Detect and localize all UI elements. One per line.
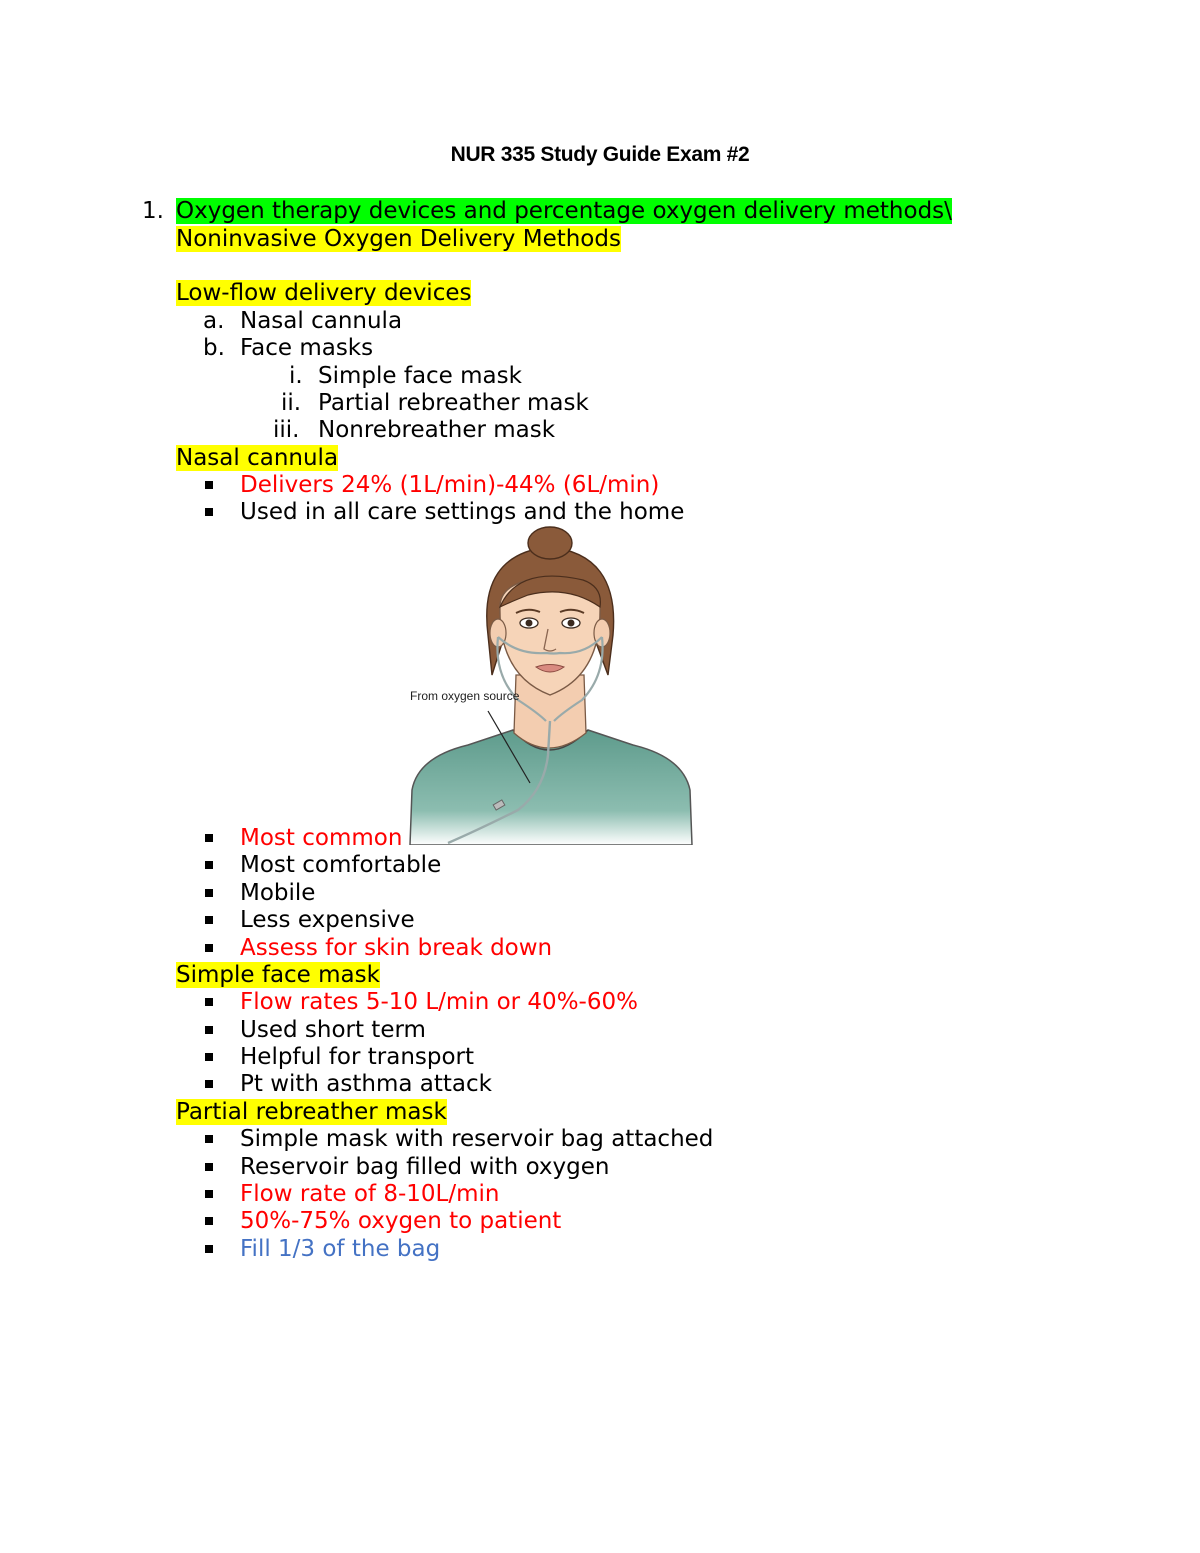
list-marker: ii. [281, 390, 302, 416]
partial-rebreather-heading [176, 1099, 447, 1126]
list-number: 1. [142, 198, 164, 224]
nasal-cannula-heading [176, 445, 338, 472]
low-flow-heading-text: Low-flow delivery devices [176, 280, 472, 306]
bullet-text: Fill 1/3 of the bag [240, 1236, 441, 1262]
list-item: Nasal cannula [240, 308, 403, 334]
bullet-text: Pt with asthma attack [240, 1071, 492, 1097]
bullet-text: Assess for skin break down [240, 935, 553, 961]
bullet-icon [205, 944, 213, 952]
bullet-icon [205, 1053, 213, 1061]
partial-rebreather-heading-text: Partial rebreather mask [176, 1099, 447, 1125]
bullet-icon [205, 916, 213, 924]
bullet-text: Simple mask with reservoir bag attached [240, 1126, 714, 1152]
bullet-text: Used in all care settings and the home [240, 499, 685, 525]
simple-face-mask-heading-text: Simple face mask [176, 962, 380, 988]
bullet-text: Delivers 24% (1L/min)-44% (6L/min) [240, 472, 660, 498]
document-title: NUR 335 Study Guide Exam #2 [450, 143, 750, 166]
bullet-icon [205, 508, 213, 516]
list-item: Partial rebreather mask [318, 390, 589, 416]
bullet-icon [205, 1190, 213, 1198]
bullet-text: Most comfortable [240, 852, 442, 878]
bullet-text: Most common [240, 825, 403, 851]
figure-label: From oxygen source [410, 689, 520, 703]
subheading [176, 226, 621, 253]
bullet-icon [205, 1080, 213, 1088]
list-item: Face masks [240, 335, 374, 361]
bullet-icon [205, 889, 213, 897]
bullet-text: Less expensive [240, 907, 415, 933]
list-marker: iii. [273, 417, 300, 443]
bullet-icon [205, 861, 213, 869]
list-marker: i. [289, 363, 303, 389]
bullet-icon [205, 481, 213, 489]
section-heading [176, 198, 952, 225]
list-marker: b. [203, 335, 225, 361]
bullet-text: Flow rate of 8-10L/min [240, 1181, 500, 1207]
subheading-text: Noninvasive Oxygen Delivery Methods [176, 226, 621, 252]
simple-face-mask-heading [176, 962, 380, 989]
bullet-text: Helpful for transport [240, 1044, 475, 1070]
bullet-text: Reservoir bag filled with oxygen [240, 1154, 610, 1180]
bullet-text: Flow rates 5-10 L/min or 40%-60% [240, 989, 638, 1015]
bullet-icon [205, 998, 213, 1006]
bullet-icon [205, 1026, 213, 1034]
nasal-cannula-illustration [408, 525, 693, 845]
bullet-icon [205, 1245, 213, 1253]
bullet-text: Used short term [240, 1017, 426, 1043]
bullet-icon [205, 1217, 213, 1225]
low-flow-heading [176, 280, 471, 307]
bullet-text: 50%-75% oxygen to patient [240, 1208, 562, 1234]
bullet-icon [205, 1163, 213, 1171]
bullet-icon [205, 834, 213, 842]
list-marker: a. [203, 308, 225, 334]
list-item: Simple face mask [318, 363, 522, 389]
nasal-cannula-heading-text: Nasal cannula [176, 445, 339, 471]
section-heading-text: Oxygen therapy devices and percentage oxygen delivery methods\ [176, 198, 952, 224]
bullet-icon [205, 1135, 213, 1143]
list-item: Nonrebreather mask [318, 417, 556, 443]
bullet-text: Mobile [240, 880, 316, 906]
